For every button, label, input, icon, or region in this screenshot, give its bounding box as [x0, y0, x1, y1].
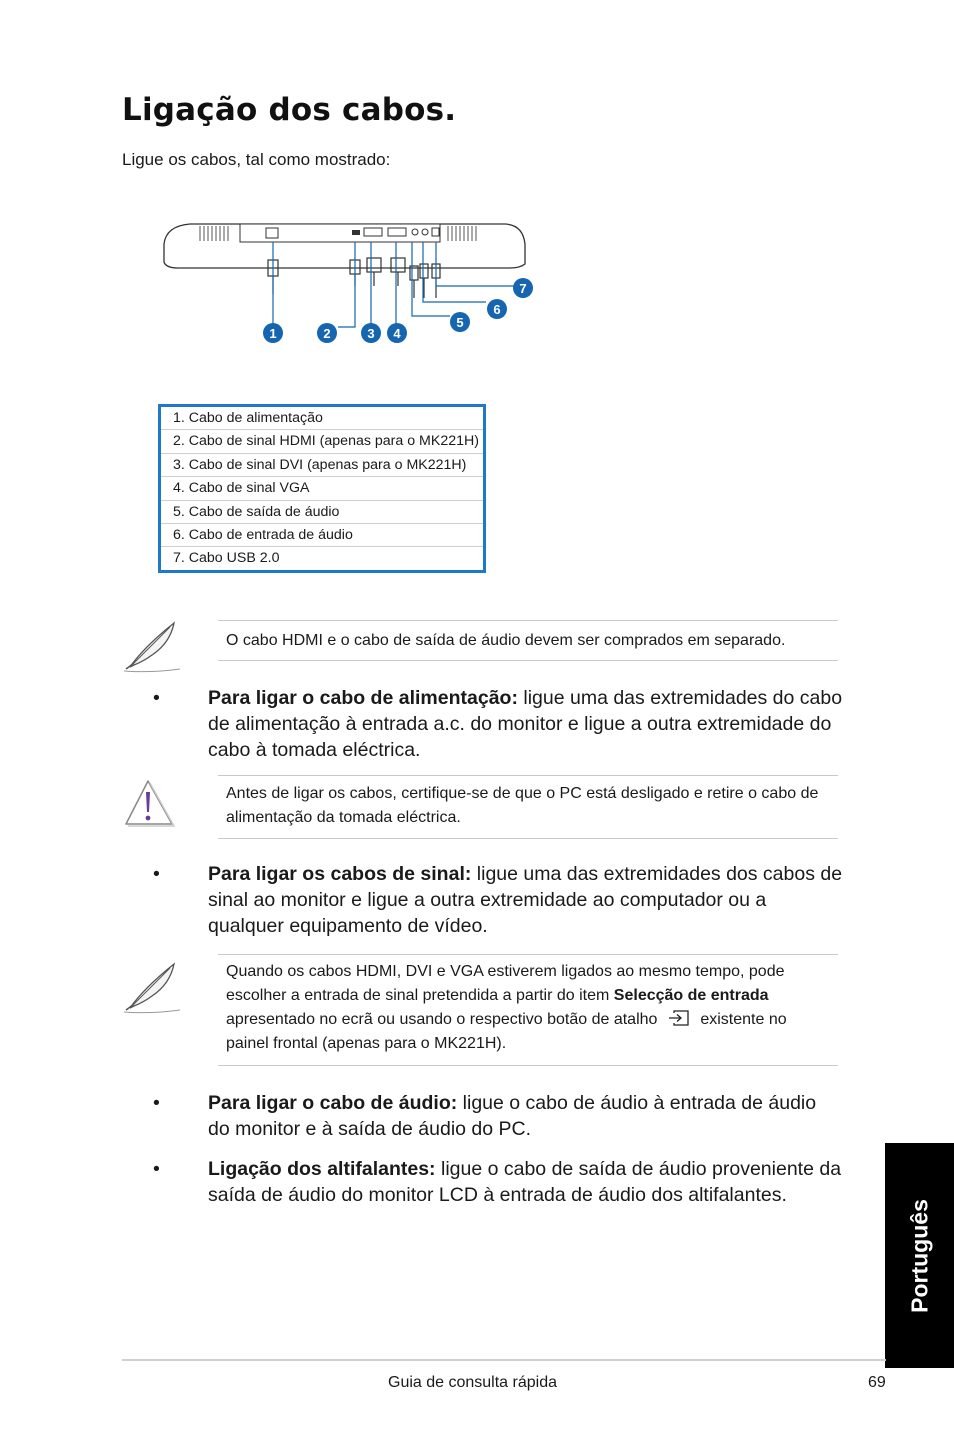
legend-item: 6. Cabo de entrada de áudio: [161, 524, 483, 547]
bullet-text: ligue uma das extremidades dos cabos de sinal ao monitor e ligue a outra extremidade ao computador ou a qualquer equipamento de vídeo.: [208, 863, 843, 937]
legend-item: 4. Cabo de sinal VGA: [161, 477, 483, 500]
callout-7: 7: [519, 281, 527, 296]
bullet-heading: Para ligar o cabo de áudio:: [208, 1092, 458, 1114]
bullet-power-cable: [153, 685, 843, 763]
note-hdmi-separate: [218, 620, 838, 661]
callout-3: 3: [367, 326, 375, 341]
bullet-signal-cables: [153, 861, 843, 939]
callout-2: 2: [323, 326, 331, 341]
bullet-heading: Para ligar os cabos de sinal:: [208, 863, 472, 885]
bullet-dot: •: [153, 687, 160, 709]
warning-triangle-icon: [122, 778, 178, 830]
callout-1: 1: [269, 326, 277, 341]
bullet-heading: Para ligar o cabo de alimentação:: [208, 687, 518, 709]
cable-connection-diagram: [160, 214, 545, 354]
legend-item: 3. Cabo de sinal DVI (apenas para o MK221H): [161, 454, 483, 477]
input-select-icon: [668, 1010, 690, 1026]
bullet-dot: •: [153, 863, 160, 885]
page-number: 69: [868, 1374, 886, 1391]
feather-pen-icon: [122, 617, 182, 673]
footer-divider: [122, 1359, 886, 1361]
bullet-heading: Ligação dos altifalantes:: [208, 1158, 436, 1180]
bullet-dot: •: [153, 1092, 160, 1114]
language-label: Português: [906, 1198, 932, 1313]
bullet-text: ligue o cabo de áudio à entrada de áudio do monitor e à saída de áudio do PC.: [208, 1092, 817, 1140]
legend-item: 5. Cabo de saída de áudio: [161, 501, 483, 524]
note-text: existente no painel frontal (apenas para o MK221H).: [226, 1011, 787, 1052]
bullet-audio-cable: [153, 1090, 843, 1142]
warning-text: Antes de ligar os cabos, certifique-se de que o PC está desligado e retire o cabo de alimentação da tomada eléctrica.: [226, 785, 819, 826]
page-title: Ligação dos cabos.: [122, 92, 457, 128]
warning-power-off: [218, 775, 838, 839]
note-text: Quando os cabos HDMI, DVI e VGA estiverem ligados ao mesmo tempo, pode escolher a entrada de sinal pretendida a partir do item: [226, 963, 785, 1004]
note-text: apresentado no ecrã ou usando o respectivo botão de atalho: [226, 1011, 658, 1028]
feather-pen-icon: [122, 958, 182, 1014]
legend-item: 7. Cabo USB 2.0: [173, 550, 280, 567]
callout-6: 6: [493, 302, 501, 317]
bullet-dot: •: [153, 1158, 160, 1180]
cable-legend-table: [158, 404, 486, 573]
note-input-selection: [218, 954, 838, 1066]
bullet-text: ligue uma das extremidades do cabo de alimentação à entrada a.c. do monitor e ligue a outra extremidade do cabo à tomada eléctrica.: [208, 687, 843, 761]
footer-guide-title: Guia de consulta rápida: [388, 1374, 557, 1391]
legend-item: 1. Cabo de alimentação: [161, 407, 483, 430]
callout-4: 4: [393, 326, 401, 341]
language-side-tab: [885, 1143, 954, 1368]
bullet-speakers: [153, 1156, 843, 1208]
intro-text: Ligue os cabos, tal como mostrado:: [122, 150, 391, 169]
note-bold-term: Selecção de entrada: [613, 987, 769, 1004]
callout-5: 5: [456, 315, 464, 330]
note-text: O cabo HDMI e o cabo de saída de áudio devem ser comprados em separado.: [226, 632, 786, 649]
legend-item: 2. Cabo de sinal HDMI (apenas para o MK221H): [161, 430, 483, 453]
bullet-text: ligue o cabo de saída de áudio proveniente da saída de áudio do monitor LCD à entrada de áudio dos altifalantes.: [208, 1158, 842, 1206]
